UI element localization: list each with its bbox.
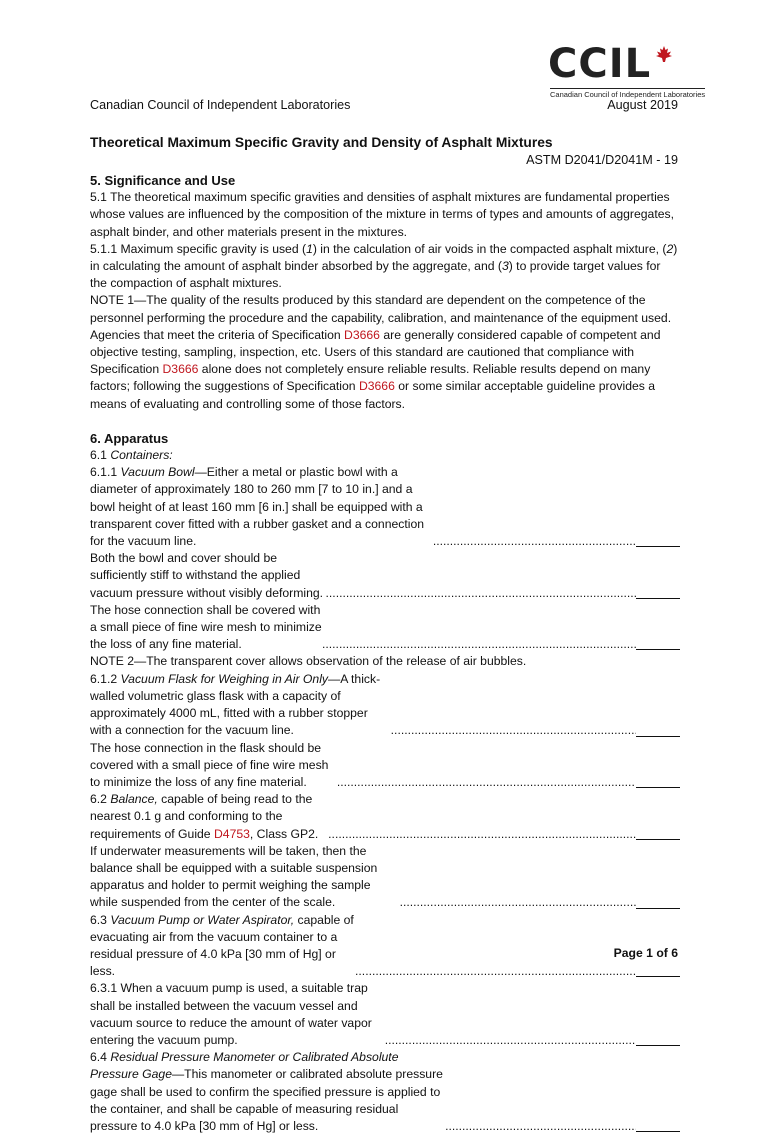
clause-number: 6.1.1 bbox=[90, 465, 121, 480]
checkoff-blank bbox=[636, 648, 680, 650]
page-number: Page 1 of 6 bbox=[613, 946, 678, 960]
item-number: 1 bbox=[306, 241, 313, 256]
dot-leader bbox=[328, 826, 636, 843]
text-run: are generally considered capable of competent and objective testing, sampling, inspection, etc. Users of this standard are cautioned that compliance with Specification bbox=[90, 327, 661, 377]
underwater-requirement bbox=[90, 843, 680, 912]
clause-title: Vacuum Pump or Water Aspirator, bbox=[110, 912, 295, 927]
dot-leader bbox=[385, 1032, 636, 1049]
document-body bbox=[90, 172, 680, 1135]
paragraph-6-3 bbox=[90, 912, 680, 981]
section-5-heading: 5. Significance and Use bbox=[90, 173, 236, 188]
text-run: —Either a metal or plastic bowl with a diameter of approximately 180 to 260 mm [7 to 10 in.] and a bowl height of at least 160 mm [6 in.] shall be equipped with a transparent cover fitted with a rubber gasket and a connection for the vacuum line. bbox=[90, 465, 425, 549]
text-run: capable of being read to the nearest 0.1 g and conforming to the requirements of Guide bbox=[90, 792, 313, 841]
clause-number: 6.1 bbox=[90, 448, 111, 463]
clause-text: Both the bowl and cover should be sufficiently stiff to withstand the applied vacuum pressure without visibly deforming. bbox=[90, 551, 324, 600]
logo-subtitle: Canadian Council of Independent Laboratories bbox=[550, 90, 706, 99]
reference-link-d4753[interactable]: D4753 bbox=[213, 826, 250, 841]
paragraph-6-1-1 bbox=[90, 464, 680, 550]
text-run: 5.1.1 Maximum specific gravity is used ( bbox=[90, 241, 307, 256]
clause-text bbox=[90, 912, 355, 981]
clause-title: Residual Pressure Manometer or Calibrated Absolute Pressure Gage bbox=[90, 1050, 399, 1082]
checkoff-blank bbox=[636, 907, 680, 909]
header-organization: Canadian Council of Independent Laboratories bbox=[90, 98, 351, 112]
text-run: , Class GP2. bbox=[249, 826, 319, 841]
text-run: —This manometer or calibrated absolute pressure gage shall be used to confirm the specified pressure is applied to the container, and shall be capable of measuring residual pressure to 4.0 kPa [30 mm of Hg] or less. bbox=[90, 1067, 443, 1133]
paragraph-5-1: 5.1 The theoretical maximum specific gravities and densities of asphalt mixtures are fundamental properties whose values are influenced by the composition of the mixture in terms of types and amounts of aggregates, asphalt binder, and other materials present in the mixtures. bbox=[90, 190, 674, 239]
logo-text: CCIL bbox=[548, 41, 652, 87]
clause-text bbox=[90, 464, 433, 550]
bowl-cover-requirement bbox=[90, 550, 680, 602]
dot-leader bbox=[337, 774, 636, 791]
dot-leader bbox=[400, 894, 636, 911]
clause-number: 6.4 bbox=[90, 1050, 111, 1065]
item-number: 2 bbox=[666, 241, 674, 256]
reference-link-d3666[interactable]: D3666 bbox=[358, 379, 395, 394]
header-date: August 2019 bbox=[607, 98, 678, 112]
standard-number: ASTM D2041/D2041M - 19 bbox=[526, 153, 678, 167]
clause-text: The hose connection shall be covered with a small piece of fine wire mesh to minimize the loss of any fine material. bbox=[90, 602, 322, 652]
dot-leader bbox=[355, 963, 636, 980]
checkoff-blank bbox=[636, 975, 680, 977]
text-run: NOTE 1—The quality of the results produced by this standard are dependent on the competence of the personnel performing the procedure and the capability, calibration, and maintenance of the equipment used. Agencies that meet the criteria of Specification bbox=[90, 293, 672, 342]
dot-leader bbox=[445, 1118, 636, 1135]
clause-text: The hose connection in the flask should be covered with a small piece of fine wire mesh to minimize the loss of any fine material. bbox=[90, 740, 329, 789]
note-1 bbox=[90, 292, 680, 412]
paragraph-6-1 bbox=[90, 447, 680, 464]
note-2: NOTE 2—The transparent cover allows observation of the release of air bubbles. bbox=[90, 654, 527, 669]
reference-link-d3666[interactable]: D3666 bbox=[344, 327, 380, 342]
clause-title: Vacuum Bowl bbox=[120, 465, 195, 480]
item-number: 3 bbox=[501, 259, 509, 274]
clause-number: 6.1.2 bbox=[90, 671, 121, 686]
text-run: ) in calculating the amount of asphalt binder absorbed by the aggregate, and ( bbox=[90, 241, 678, 274]
text-run: or some similar acceptable guideline provides a means of evaluating and controlling some of those factors. bbox=[90, 379, 656, 411]
clause-number: 6.3 bbox=[90, 912, 111, 927]
clause-text bbox=[90, 791, 328, 843]
paragraph-6-4 bbox=[90, 1049, 680, 1135]
document-title: Theoretical Maximum Specific Gravity and Density of Asphalt Mixtures bbox=[90, 135, 553, 150]
clause-text bbox=[90, 1049, 445, 1135]
reference-link-d3666[interactable]: D3666 bbox=[162, 362, 199, 377]
text-run: —A thick-walled volumetric glass flask with a capacity of approximately 4000 mL, fitted with a rubber stopper with a connection for the vacuum line. bbox=[90, 671, 381, 738]
checkoff-blank bbox=[636, 545, 680, 547]
paragraph-6-3-1 bbox=[90, 980, 680, 1049]
paragraph-6-2 bbox=[90, 791, 680, 843]
dot-leader bbox=[322, 636, 636, 653]
maple-leaf-icon bbox=[656, 46, 672, 62]
section-6-heading: 6. Apparatus bbox=[90, 430, 169, 446]
text-run: ) in the calculation of air voids in the compacted asphalt mixture, ( bbox=[312, 241, 667, 256]
clause-text bbox=[90, 671, 391, 740]
dot-leader bbox=[433, 533, 636, 550]
checkoff-blank bbox=[636, 838, 680, 840]
clause-text: 6.3.1 When a vacuum pump is used, a suitable trap shall be installed between the vacuum vessel and vacuum source to reduce the amount of water vapor entering the vacuum pump. bbox=[90, 981, 372, 1047]
text-run: alone does not completely ensure reliable results. Reliable results depend on many factors; following the suggestions of Specification bbox=[90, 362, 651, 394]
dot-leader bbox=[391, 722, 636, 739]
paragraph-5-1-1 bbox=[90, 241, 680, 293]
checkoff-blank bbox=[636, 1130, 680, 1132]
checkoff-blank bbox=[636, 597, 680, 599]
paragraph-6-1-2 bbox=[90, 671, 680, 740]
checkoff-blank bbox=[636, 735, 680, 737]
hose-connection-requirement bbox=[90, 602, 680, 654]
clause-text: If underwater measurements will be taken, then the balance shall be equipped with a suitable suspension apparatus and holder to permit weighing the sample while suspended from the center of the scale. bbox=[90, 843, 378, 910]
checkoff-blank bbox=[636, 1044, 680, 1046]
clause-number: 6.2 bbox=[90, 792, 111, 807]
clause-title: Balance, bbox=[110, 792, 158, 807]
text-run: ) to provide target values for the compaction of asphalt mixtures. bbox=[90, 259, 661, 291]
clause-title: Vacuum Flask for Weighing in Air Only bbox=[120, 671, 328, 686]
spacer bbox=[90, 413, 680, 430]
clause-title: Containers: bbox=[110, 448, 173, 463]
checkoff-blank bbox=[636, 786, 680, 788]
ccil-logo bbox=[548, 41, 706, 100]
dot-leader bbox=[326, 585, 636, 602]
flask-hose-requirement bbox=[90, 740, 680, 792]
text-run: capable of evacuating air from the vacuum container to a residual pressure of 4.0 kPa [30 mm of Hg] or less. bbox=[90, 912, 354, 979]
